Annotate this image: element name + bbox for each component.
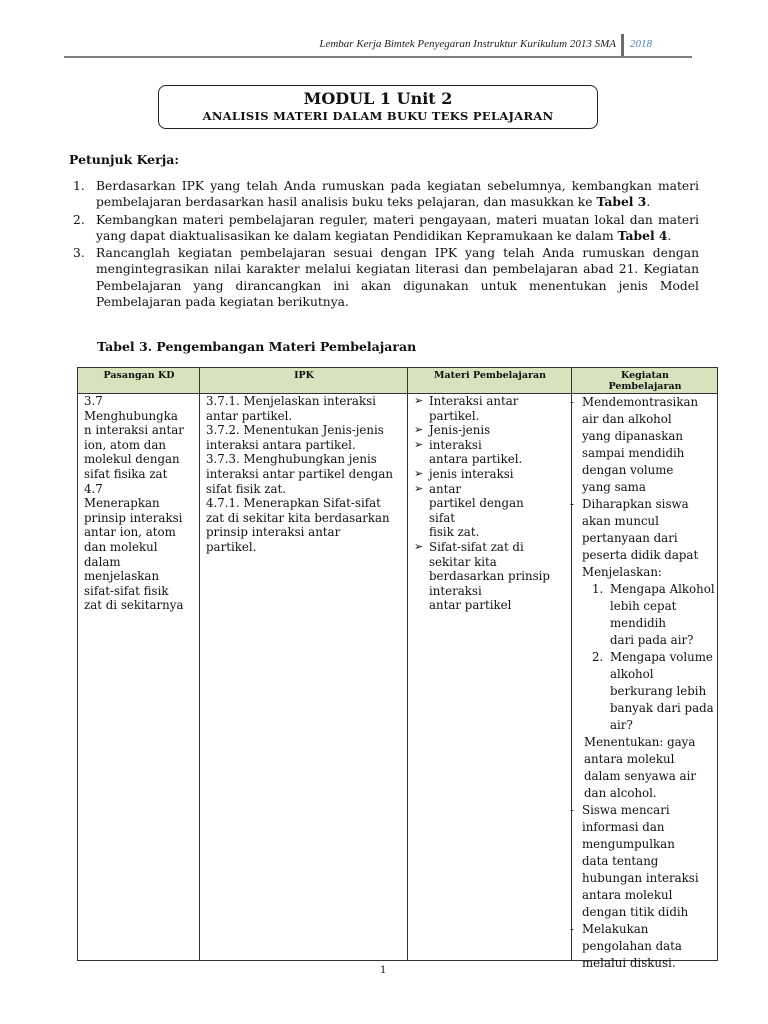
materi-line: sekitar kita [429, 554, 497, 569]
materi-item [413, 540, 573, 613]
ipk-line: partikel. [206, 539, 257, 554]
kegiatan-line: antara molekul [584, 752, 675, 766]
header-rule [64, 56, 692, 58]
instruction-text: Kembangkan materi pembelajaran reguler, materi pengayaan, materi muatan lokal dan materi yang dapat diaktualisasikan ke dalam kegiatan Pendidikan Kepramukaan ke dalam [96, 212, 699, 243]
kegiatan-line: Mendemontrasikan [582, 395, 699, 409]
kegiatan-line: akan muncul [582, 514, 659, 528]
question-line: lebih cepat [610, 599, 677, 613]
page-header [64, 34, 692, 58]
kegiatan-line: Melakukan [582, 922, 649, 936]
ipk-line: zat di sekitar kita berdasarkan [206, 510, 390, 525]
module-subtitle: ANALISIS MATERI DALAM BUKU TEKS PELAJARAN [202, 109, 554, 123]
materi-item [413, 394, 573, 423]
kd-line: dalam [84, 554, 121, 569]
kegiatan-line: dengan volume [582, 463, 674, 477]
instruction-table-ref: Tabel 3 [596, 194, 647, 210]
question-line: berkurang lebih [610, 684, 707, 698]
kegiatan-line: air dan alkohol [582, 412, 672, 426]
question-line: dari pada air? [610, 633, 694, 647]
kegiatan-line: Menentukan: gaya [584, 735, 696, 749]
kd-line: sifat-sifat fisik [84, 583, 169, 598]
kegiatan-line: melalui diskusi. [582, 956, 676, 970]
materi-line: jenis interaksi [429, 466, 514, 481]
kegiatan-line: Menjelaskan: [582, 565, 662, 579]
materi-item [413, 467, 573, 482]
kegiatan-line: Siswa mencari [582, 803, 670, 817]
arrow-bullet-icon: ➢ [414, 394, 424, 407]
kegiatan-question [582, 581, 718, 649]
kd-line: molekul dengan [84, 452, 180, 467]
question-line: Mengapa volume [610, 650, 713, 664]
kd-line: n interaksi antar [84, 423, 184, 438]
kegiatan-line: dalam senyawa air [584, 769, 696, 783]
kd-line: Menghubungka [84, 408, 178, 423]
ipk-line: prinsip interaksi antar [206, 525, 341, 540]
instruction-number: 1. [73, 179, 85, 193]
arrow-bullet-icon: ➢ [414, 539, 424, 553]
kd-line: 3.7 [84, 394, 103, 408]
kegiatan-line: pertanyaan dari [582, 531, 678, 545]
cell-materi [413, 394, 573, 613]
instruction-end: . [667, 228, 672, 243]
materi-line: sifat [429, 510, 455, 525]
kegiatan-item [572, 802, 718, 921]
instruction-number: 2. [73, 212, 85, 227]
module-title-box [158, 85, 598, 129]
table-header-row [78, 368, 717, 394]
instruction-item [69, 212, 699, 245]
question-line: air? [610, 718, 633, 732]
materi-table [77, 367, 718, 970]
instruction-text: Berdasarkan IPK yang telah Anda rumuskan pada kegiatan sebelumnya, kembangkan materi pembelajaran berdasarkan hasil analisis buku teks pelajaran, dan masukkan ke [96, 179, 699, 210]
materi-line: partikel. [429, 408, 480, 423]
materi-item [413, 482, 573, 540]
materi-line: partikel dengan [429, 496, 524, 511]
kegiatan-line: data tentang [582, 854, 659, 868]
kegiatan-line: informasi dan [582, 820, 665, 834]
kd-line: prinsip interaksi [84, 510, 183, 525]
arrow-bullet-icon: ➢ [414, 423, 424, 437]
question-line: alkohol [610, 667, 654, 681]
question-number: 1. [592, 582, 604, 596]
instructions-heading: Petunjuk Kerja: [69, 152, 179, 167]
materi-line: berdasarkan prinsip [429, 569, 550, 584]
kd-line: dan molekul [84, 539, 158, 554]
page-number: 1 [380, 965, 387, 976]
dash-bullet-icon: - [570, 922, 574, 936]
instruction-number: 3. [73, 246, 85, 261]
header-kegiatan: Kegiatan Pembelajaran [608, 370, 682, 392]
kegiatan-line: yang sama [582, 480, 646, 494]
kegiatan-line: pengolahan data [582, 939, 682, 953]
materi-line: antar [429, 481, 462, 496]
materi-line: interaksi [429, 437, 482, 452]
instruction-item [69, 178, 699, 211]
ipk-line: antar partikel. [206, 408, 293, 423]
header-divider [621, 34, 624, 56]
ipk-line: interaksi antara partikel. [206, 437, 356, 452]
instructions-list [69, 178, 699, 311]
ipk-line: 3.7.3. Menghubungkan jenis [206, 452, 377, 467]
materi-line: Sifat-sifat zat di [429, 539, 524, 554]
question-number: 2. [592, 650, 604, 664]
materi-line: antara partikel. [429, 452, 523, 467]
materi-line: Interaksi antar [429, 394, 519, 408]
table-caption: Tabel 3. Pengembangan Materi Pembelajaran [97, 339, 417, 354]
kegiatan-line: hubungan interaksi [582, 871, 699, 885]
dash-bullet-icon: - [570, 497, 574, 511]
materi-line: Jenis-jenis [429, 423, 491, 438]
header-title: Lembar Kerja Bimtek Penyegaran Instruktur Kurikulum 2013 SMA [319, 38, 616, 50]
ipk-line: interaksi antar partikel dengan [206, 466, 393, 481]
ipk-line: 4.7.1. Menerapkan Sifat-sifat [206, 496, 381, 511]
cell-ipk [206, 394, 410, 555]
materi-item [413, 423, 573, 438]
kd-line: ion, atom dan [84, 437, 166, 452]
instruction-text: Rancanglah kegiatan pembelajaran sesuai dengan IPK yang telah Anda rumuskan dengan mengintegrasikan nilai karakter melalui kegiatan literasi dan pembelajaran abad 21. Kegiatan Pembelajaran yang dirancangkan ini akan digunakan untuk menentukan jenis Model Pembelajaran pada kegiatan berikutnya. [96, 246, 699, 310]
cell-kegiatan [572, 394, 718, 972]
cell-pasangan-kd [84, 394, 200, 613]
kd-line: sifat fisika zat [84, 466, 168, 481]
kd-line: zat di sekitarnya [84, 598, 184, 613]
kegiatan-line: dengan titik didih [582, 905, 689, 919]
header-year: 2018 [630, 38, 652, 50]
kd-line: Menerapkan [84, 496, 160, 511]
kd-line: 4.7 [84, 481, 103, 496]
kegiatan-line: Diharapkan siswa [582, 497, 689, 511]
kegiatan-line: antara molekul [582, 888, 673, 902]
arrow-bullet-icon: ➢ [414, 481, 424, 495]
ipk-line: 3.7.2. Menentukan Jenis-jenis [206, 423, 384, 438]
arrow-bullet-icon: ➢ [414, 466, 424, 480]
kegiatan-item [572, 394, 718, 496]
materi-line: interaksi [429, 583, 482, 598]
module-title: MODUL 1 Unit 2 [303, 89, 453, 108]
kegiatan-line: sampai mendidih [582, 446, 685, 460]
instruction-item [69, 245, 699, 310]
kegiatan-line: mengumpulkan [582, 837, 675, 851]
materi-item [413, 438, 573, 467]
kegiatan-item [572, 921, 718, 972]
ipk-line: 3.7.1. Menjelaskan interaksi [206, 394, 376, 408]
kd-line: antar ion, atom [84, 525, 176, 540]
materi-line: antar partikel [429, 598, 512, 613]
question-line: mendidih [610, 616, 667, 630]
kegiatan-item [572, 496, 718, 802]
kegiatan-line: yang dipanaskan [582, 429, 683, 443]
arrow-bullet-icon: ➢ [414, 437, 424, 451]
kegiatan-question [582, 649, 718, 734]
header-ipk: IPK [294, 370, 314, 381]
ipk-line: sifat fisik zat. [206, 481, 287, 496]
dash-bullet-icon: - [570, 395, 574, 409]
kegiatan-line: dan alcohol. [584, 786, 657, 800]
materi-line: fisik zat. [429, 525, 480, 540]
header-pasangan-kd: Pasangan KD [103, 370, 175, 381]
instruction-end: . [646, 195, 651, 210]
question-line: Mengapa Alkohol [610, 582, 715, 596]
kegiatan-line: peserta didik dapat [582, 548, 699, 562]
dash-bullet-icon: - [570, 803, 574, 817]
instruction-table-ref: Tabel 4 [617, 227, 668, 243]
question-line: banyak dari pada [610, 701, 714, 715]
kd-line: menjelaskan [84, 569, 160, 584]
header-materi: Materi Pembelajaran [433, 370, 547, 381]
